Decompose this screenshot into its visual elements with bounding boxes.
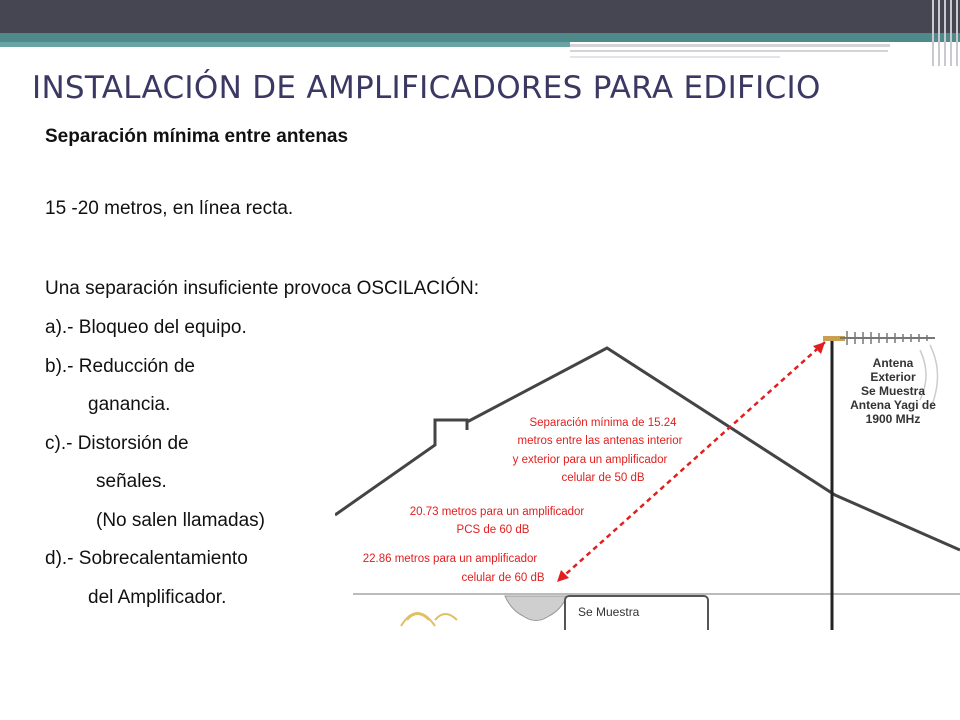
warning-text: Una separación insuficiente provoca OSCILACIÓN: — [45, 278, 480, 299]
arrow-head-top — [813, 342, 825, 354]
red-note: y exterior para un amplificador — [512, 454, 668, 466]
antenna-label-line: 1900 MHz — [865, 412, 921, 426]
decorative-line — [570, 44, 890, 47]
antenna-label-line: Exterior — [870, 370, 916, 384]
house-roof — [335, 348, 960, 550]
antenna-label-line: Antena — [872, 356, 914, 370]
red-note: celular de 60 dB — [461, 572, 545, 584]
decorative-line — [570, 50, 888, 52]
decorative-line — [570, 56, 780, 58]
list-item: a).- Bloqueo del equipo. — [45, 317, 247, 338]
list-item: (No salen llamadas) — [96, 510, 265, 531]
red-note: 20.73 metros para un amplificador — [409, 506, 585, 518]
list-item: ganancia. — [88, 394, 171, 415]
antenna-label-line: Se Muestra — [860, 384, 926, 398]
slide-title: INSTALACIÓN DE AMPLIFICADORES PARA EDIFICIO — [32, 70, 821, 106]
red-note: Separación mínima de 15.24 — [529, 417, 677, 429]
list-item: b).- Reducción de — [45, 356, 195, 377]
top-bar — [0, 0, 960, 33]
slide-subtitle: Separación mínima entre antenas — [45, 126, 349, 147]
list-item: d).- Sobrecalentamiento — [45, 548, 248, 569]
list-item: del Amplificador. — [88, 587, 227, 608]
antenna-separation-diagram — [335, 320, 960, 630]
red-note: 22.86 metros para un amplificador — [362, 553, 538, 565]
antenna-label-line: Antena Yagi de — [850, 398, 936, 412]
indoor-label: Se Muestra — [578, 605, 640, 619]
indoor-dome-antenna-icon — [505, 596, 567, 621]
red-note: celular de 50 dB — [561, 472, 645, 484]
teal-band-secondary — [0, 42, 570, 47]
list-item: señales. — [96, 471, 167, 492]
red-note: metros entre las antenas interior — [517, 435, 683, 447]
decorative-vertical-bars — [928, 0, 960, 66]
chimney — [435, 420, 467, 445]
teal-band — [0, 33, 960, 42]
indoor-signal-waves-icon — [401, 613, 457, 626]
yagi-antenna-icon — [823, 331, 935, 345]
list-item: c).- Distorsión de — [45, 433, 189, 454]
distance-text: 15 -20 metros, en línea recta. — [45, 198, 294, 219]
red-note: PCS de 60 dB — [456, 524, 530, 536]
